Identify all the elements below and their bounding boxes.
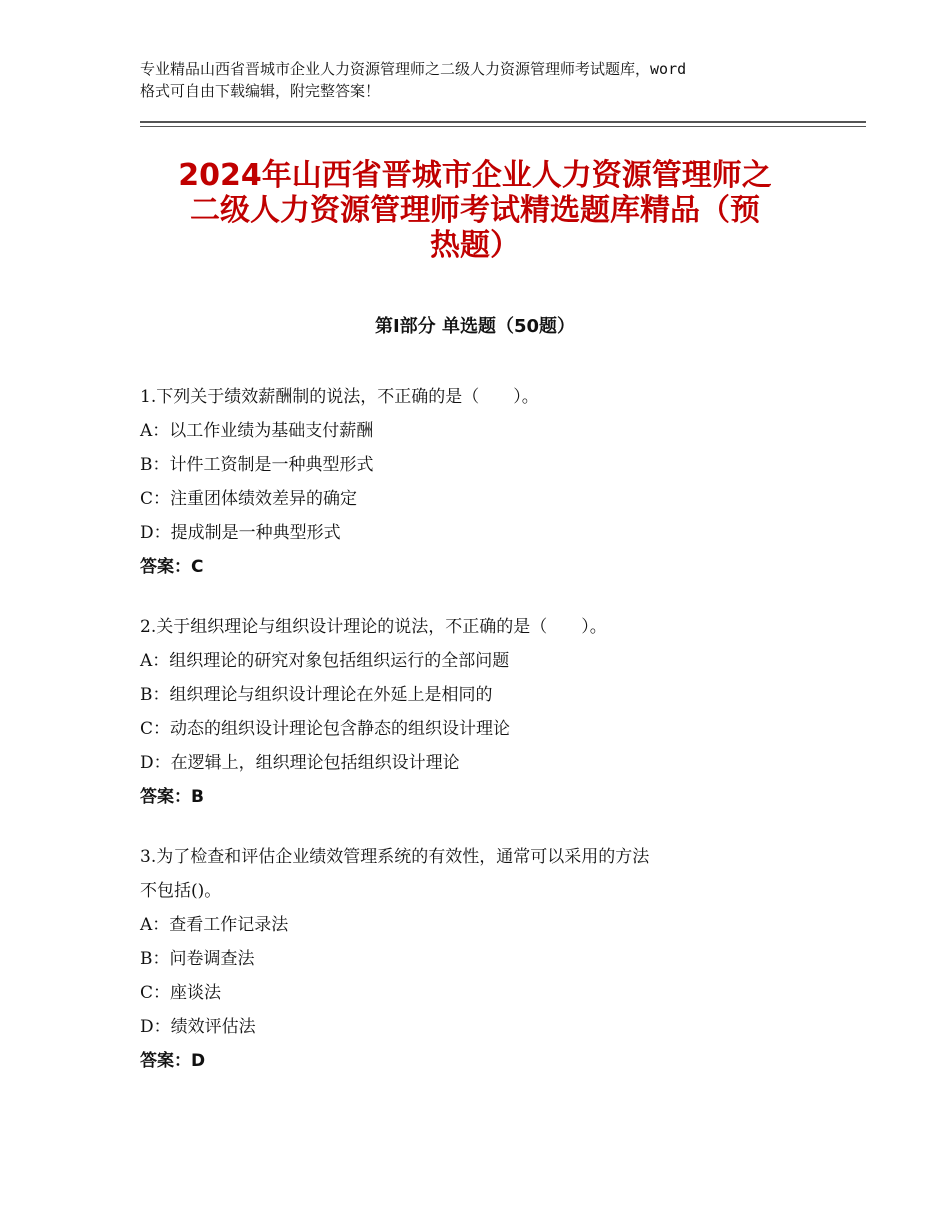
header-note-line-2: 格式可自由下载编辑，附完整答案！ (140, 82, 381, 100)
answer: 答案：C (140, 557, 204, 577)
option-a: A：查看工作记录法 (140, 915, 289, 935)
document-title-line-2: 二级人力资源管理师考试精选题库精品（预 (190, 193, 760, 228)
header-note (140, 58, 820, 102)
question-stem: 3.为了检查和评估企业绩效管理系统的有效性，通常可以采用的方法 (140, 847, 650, 867)
question-2 (140, 610, 820, 814)
question-list (140, 380, 820, 1104)
question-3 (140, 840, 820, 1078)
option-d: D：提成制是一种典型形式 (140, 523, 341, 543)
document-title-line-1: 2024年山西省晋城市企业人力资源管理师之 (178, 158, 772, 193)
option-d: D：在逻辑上，组织理论包括组织设计理论 (140, 753, 460, 773)
option-a: A：组织理论的研究对象包括组织运行的全部问题 (140, 651, 510, 671)
header-note-line-1: 专业精品山西省晋城市企业人力资源管理师之二级人力资源管理师考试题库，word (140, 60, 687, 78)
question-1 (140, 380, 820, 584)
header-divider-thin (140, 126, 866, 127)
question-stem: 2.关于组织理论与组织设计理论的说法，不正确的是（ ）。 (140, 617, 607, 637)
option-c: C：动态的组织设计理论包含静态的组织设计理论 (140, 719, 511, 739)
question-stem: 1.下列关于绩效薪酬制的说法，不正确的是（ ）。 (140, 387, 539, 407)
option-b: B：问卷调查法 (140, 949, 255, 969)
option-b: B：组织理论与组织设计理论在外延上是相同的 (140, 685, 493, 705)
option-a: A：以工作业绩为基础支付薪酬 (140, 421, 374, 441)
option-c: C：座谈法 (140, 983, 222, 1003)
option-c: C：注重团体绩效差异的确定 (140, 489, 358, 509)
answer: 答案：B (140, 787, 204, 807)
section-title: 第Ⅰ部分 单选题（50题） (374, 316, 575, 337)
option-d: D：绩效评估法 (140, 1017, 256, 1037)
question-stem-continued: 不包括()。 (140, 881, 222, 901)
document-title (120, 158, 830, 263)
header-divider-thick (140, 121, 866, 123)
option-b: B：计件工资制是一种典型形式 (140, 455, 374, 475)
answer: 答案：D (140, 1051, 206, 1071)
document-title-line-3: 热题） (430, 228, 520, 263)
